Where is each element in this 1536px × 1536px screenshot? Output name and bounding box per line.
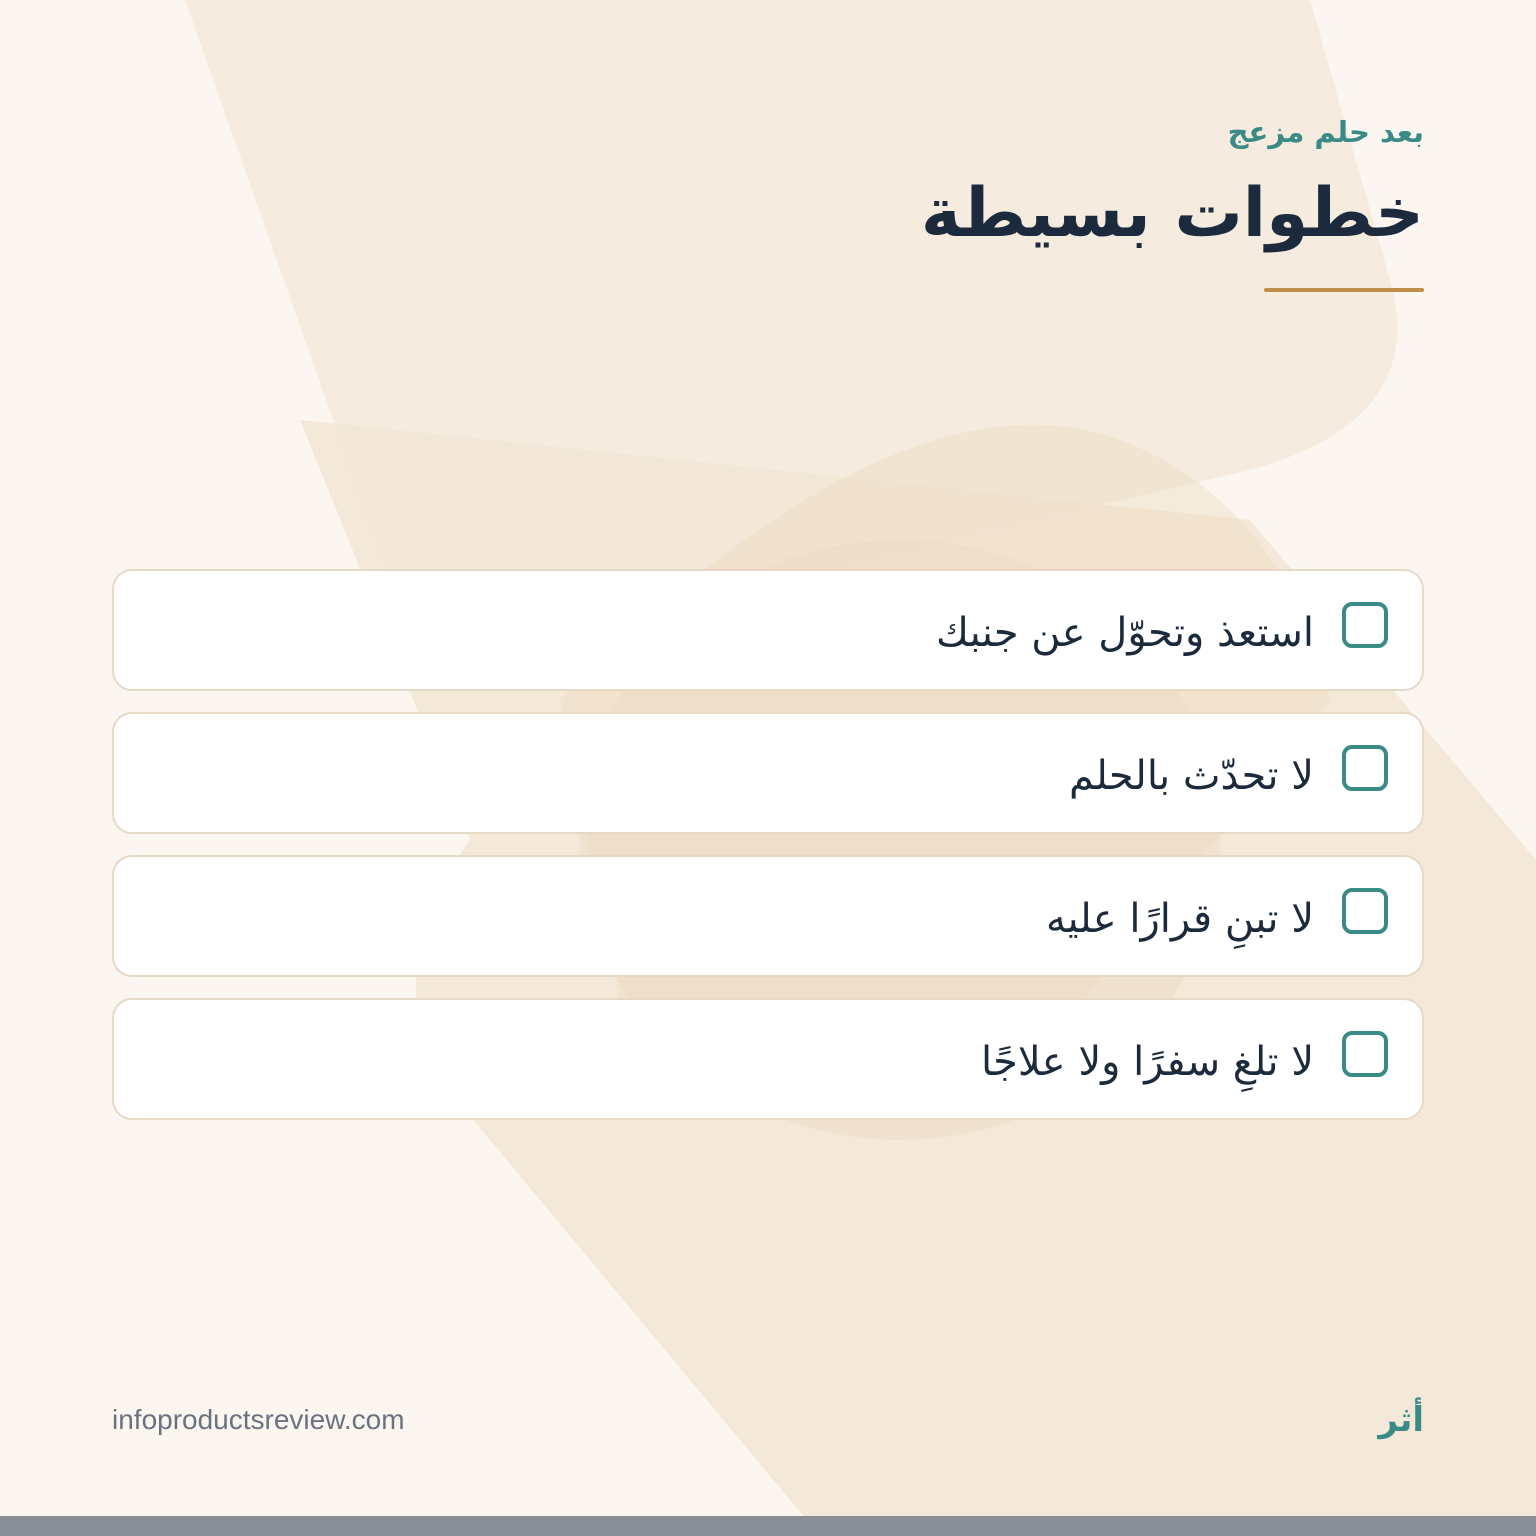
- checklist: [112, 569, 1424, 1141]
- checklist-item: [112, 569, 1424, 691]
- checklist-item: [112, 712, 1424, 834]
- checkbox[interactable]: [1342, 1031, 1388, 1077]
- checklist-item-label: استعذ وتحوّل عن جنبك: [935, 610, 1314, 656]
- page-title: خطوات بسيطة: [920, 174, 1424, 253]
- bottom-bar: [0, 1516, 1536, 1536]
- checklist-item: [112, 855, 1424, 977]
- checklist-item: [112, 998, 1424, 1120]
- checklist-item-label: لا تبنِ قرارًا عليه: [1046, 896, 1314, 942]
- title-underline: [1264, 288, 1424, 292]
- checklist-item-label: لا تحدّث بالحلم: [1068, 753, 1314, 799]
- checkbox[interactable]: [1342, 602, 1388, 648]
- brand-logo: أثر: [1378, 1400, 1424, 1440]
- checklist-item-label: لا تلغِ سفرًا ولا علاجًا: [980, 1039, 1314, 1085]
- checkbox[interactable]: [1342, 888, 1388, 934]
- checkbox[interactable]: [1342, 745, 1388, 791]
- footer-url: infoproductsreview.com: [112, 1404, 405, 1435]
- section-kicker: بعد حلم مزعج: [1227, 115, 1424, 149]
